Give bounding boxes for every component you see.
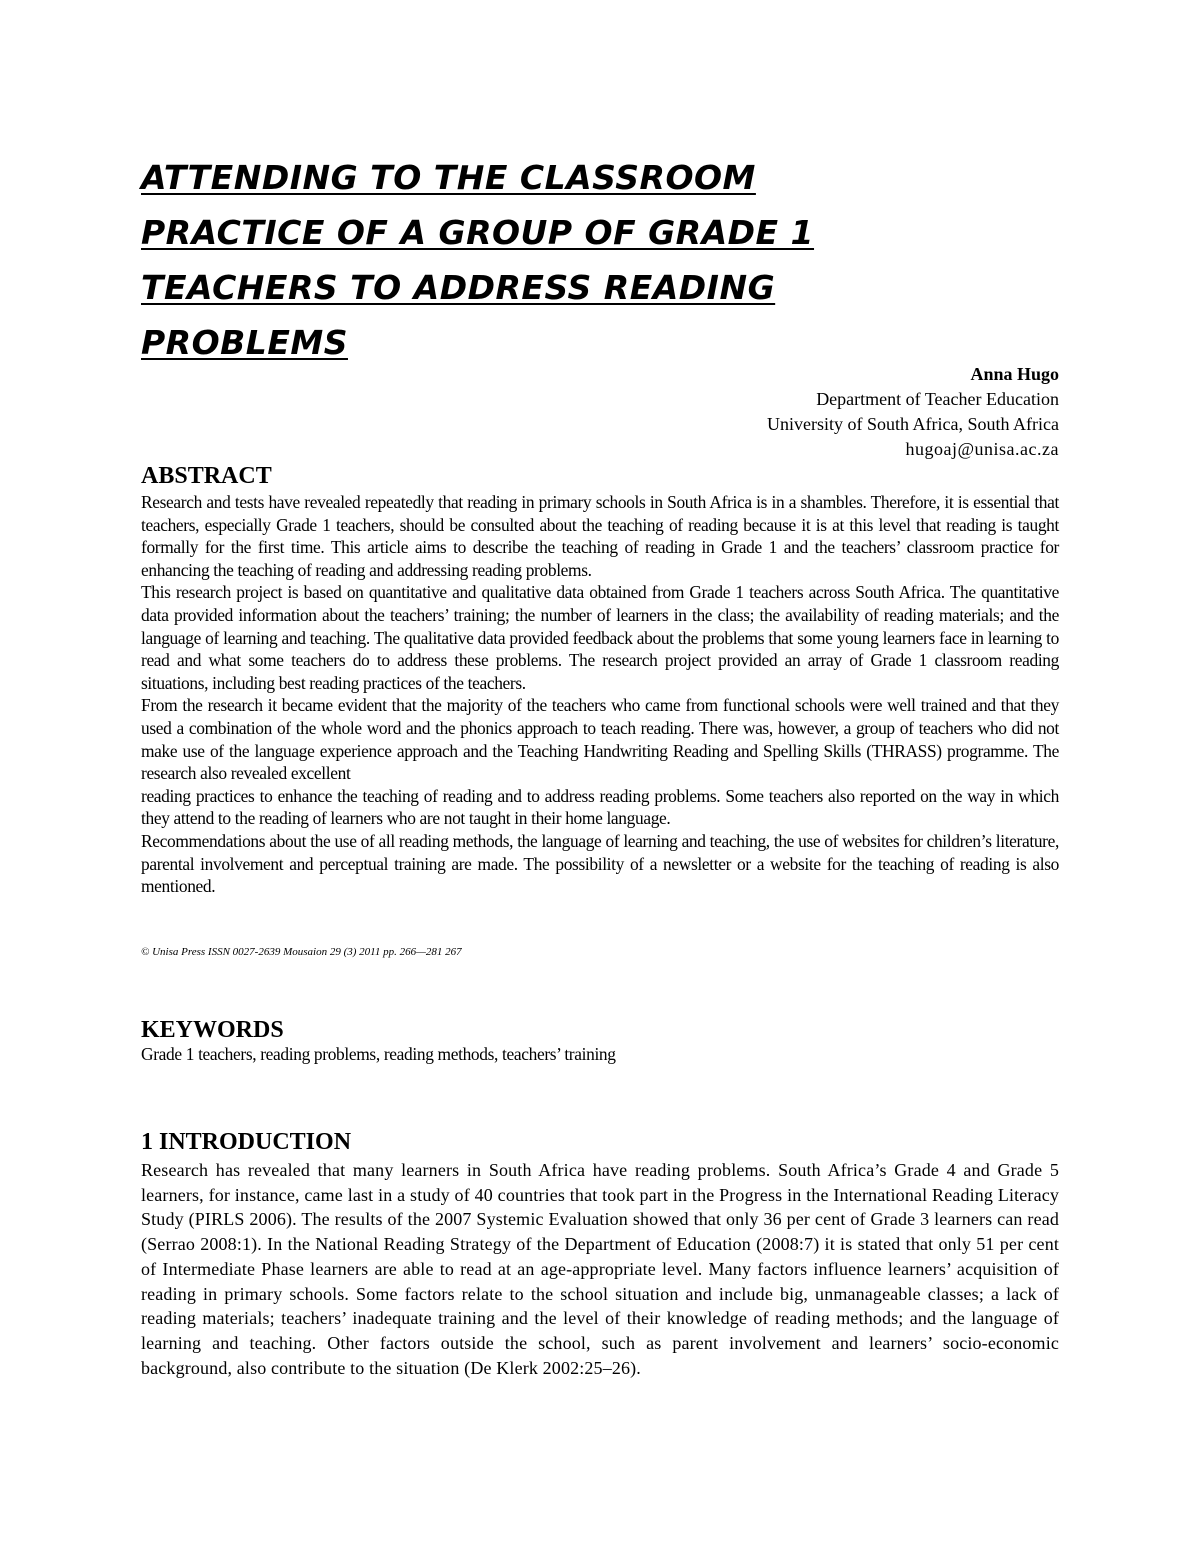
title-line-3: TEACHERS TO ADDRESS READING [141,268,776,307]
abstract-paragraph-3: From the research it became evident that the majority of the teachers who came from functional schools were well trained and that they used a combination of the whole word and the phonics approach to teach reading. There was, however, a group of teachers who did not make use of the language experience approach and the Teaching Handwriting Reading and Spelling Skills (THRASS) programme. The research also revealed excellent [141,695,1059,784]
title-line-2: PRACTICE OF A GROUP OF GRADE 1 [141,213,815,252]
author-university: University of South Africa, South Africa [767,414,1059,434]
abstract-paragraph-5: Recommendations about the use of all reading methods, the language of learning and teaching, the use of websites for children’s literature, parental involvement and perceptual training are made. The possibility of a newsletter or a website for the teaching of reading is also mentioned. [141,830,1059,897]
author-department: Department of Teacher Education [816,389,1059,409]
paper-page [141,0,1059,1553]
abstract-heading: ABSTRACT [141,463,272,489]
journal-citation: © Unisa Press ISSN 0027-2639 Mousaion 29 (3) 2011 pp. 266—281 267 [141,946,462,958]
title-line-1: ATTENDING TO THE CLASSROOM [141,158,756,197]
title-line-4: PROBLEMS [141,323,348,362]
abstract-paragraph-4: reading practices to enhance the teaching of reading and to address reading problems. Some teachers also reported on the way in which they attend to the reading of learners who are not taught in their home language. [141,785,1059,829]
abstract-body [141,491,1059,898]
author-email: hugoaj@unisa.ac.za [905,439,1059,459]
keywords-heading: KEYWORDS [141,1017,284,1043]
keywords-text: Grade 1 teachers, reading problems, reading methods, teachers’ training [141,1044,616,1064]
introduction-text: Research has revealed that many learners in South Africa have reading problems. South Africa’s Grade 4 and Grade 5 learners, for instance, came last in a study of 40 countries that took part in the Progress in the International Reading Literacy Study (PIRLS 2006). The results of the 2007 Systemic Evaluation showed that only 36 per cent of Grade 3 learners can read (Serrao 2008:1). In the National Reading Strategy of the Department of Education (2008:7) it is stated that only 51 per cent of Intermediate Phase learners are able to read at an age-appropriate level. Many factors influence learners’ acquisition of reading in primary schools. Some factors relate to the school situation and include big, unmanageable classes; a lack of reading materials; teachers’ inadequate training and the level of their knowledge of reading methods; and the language of learning and teaching. Other factors outside the school, such as parent involvement and learners’ socio-economic background, also contribute to the situation (De Klerk 2002:25–26). [141,1160,1059,1378]
abstract-paragraph-1: Research and tests have revealed repeatedly that reading in primary schools in South Africa is in a shambles. Therefore, it is essential that teachers, especially Grade 1 teachers, should be consulted about the teaching of reading because it is at this level that reading is taught formally for the first time. This article aims to describe the teaching of reading in Grade 1 and the teachers’ classroom practice for enhancing the teaching of reading and addressing reading problems. [141,492,1059,580]
abstract-paragraph-2: This research project is based on quantitative and qualitative data obtained from Grade 1 teachers across South Africa. The quantitative data provided information about the teachers’ training; the number of learners in the class; the availability of reading materials; and the language of learning and teaching. The qualitative data provided feedback about the problems that some young learners face in learning to read and what some teachers do to address these problems. The research project provided an array of Grade 1 classroom reading situations, including best reading practices of the teachers. [141,582,1059,693]
author-block [767,362,1059,462]
paper-title [141,150,921,370]
author-name: Anna Hugo [970,364,1059,384]
introduction-heading: 1 INTRODUCTION [141,1129,352,1155]
